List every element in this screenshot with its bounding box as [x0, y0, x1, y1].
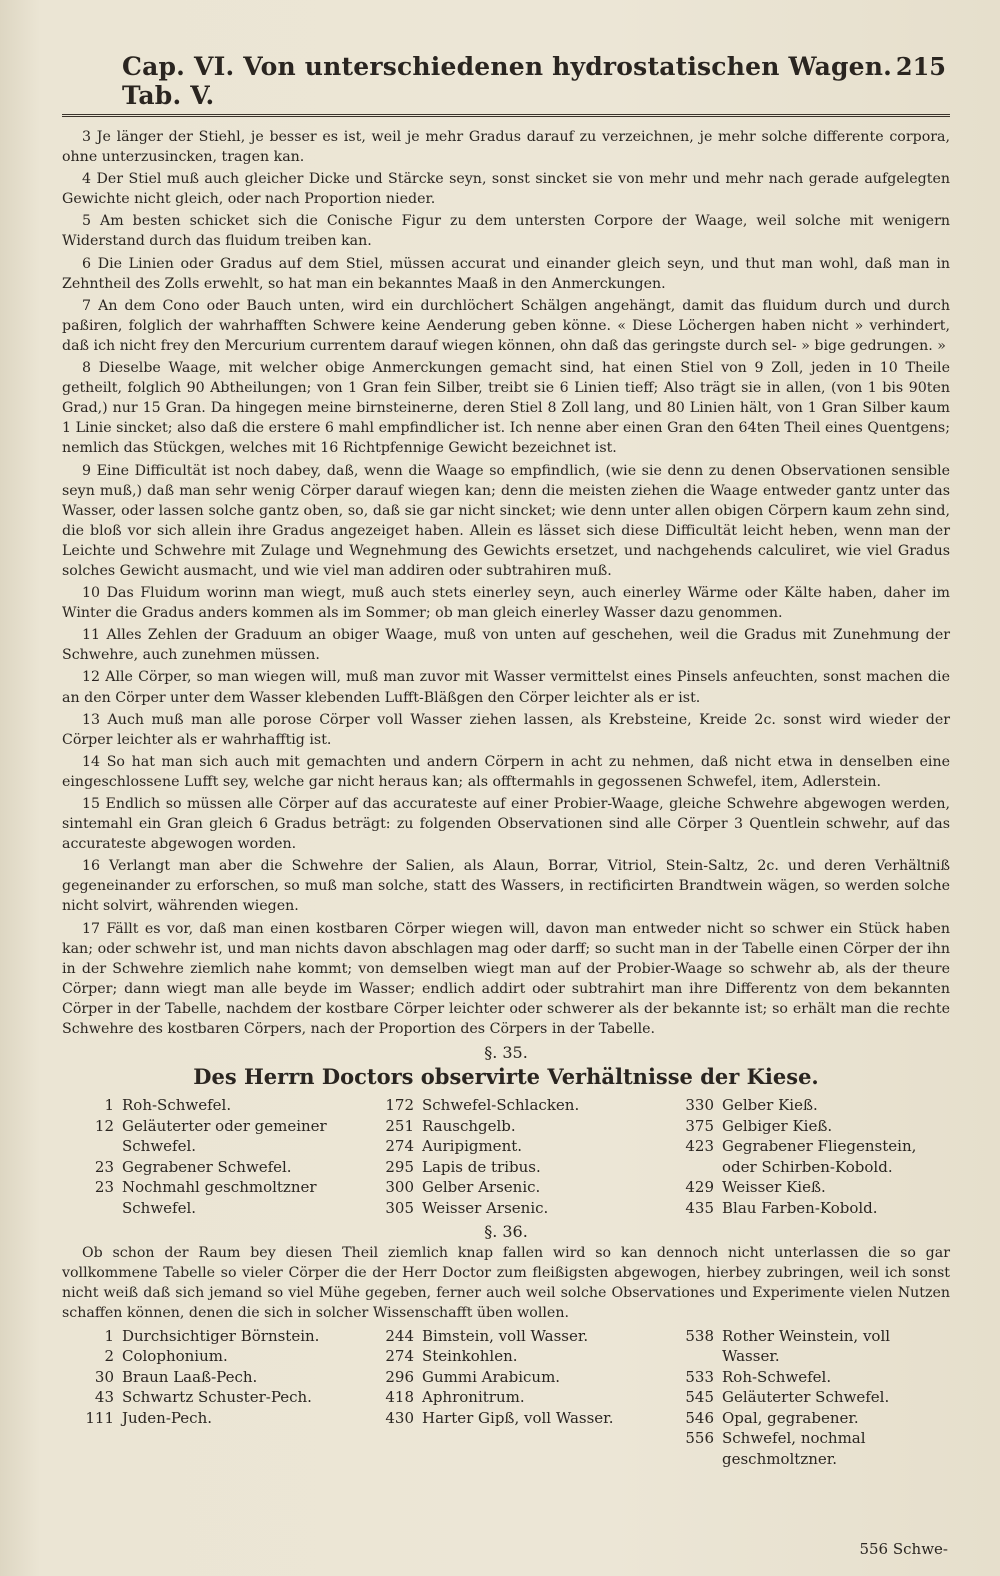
entry-number: 330: [685, 1096, 714, 1115]
paragraph: 3 Je länger der Stiehl, je besser es ist, weil je mehr Gradus darauf zu verzeichnen, je mehr solche differente corpora, ohne unterzusincken, tragen kan.: [62, 129, 950, 166]
table-row: [662, 1095, 950, 1116]
page-title: Cap. VI. Von unterschiedenen hydrostatischen Wagen. Tab. V.: [122, 52, 893, 110]
paragraph: 7 An dem Cono oder Bauch unten, wird ein durchlöchert Schälgen angehängt, damit das fluidum durch und durch paßiren, folglich der wahrhafften Schwere keine Aenderung geben könne. « Diese Löchergen haben nicht » verhindert, daß ich nicht frey den Mercurium currentem darauf wiegen können, ohn daß das geringste durch sel- » bige gedrungen. »: [62, 297, 950, 354]
entry-name: Schwefel, nochmal geschmoltzner.: [722, 1429, 866, 1468]
entry-name: Steinkohlen.: [422, 1347, 518, 1365]
entry-number: 2: [104, 1347, 114, 1365]
entry-name: Auripigment.: [422, 1137, 523, 1156]
entry-number: 172: [385, 1096, 414, 1115]
table-row: [62, 1326, 362, 1347]
entry-name: Gelbiger Kieß.: [722, 1116, 833, 1135]
table-row: [362, 1367, 662, 1388]
entry-number: 30: [94, 1367, 114, 1386]
paragraph: 4 Der Stiel muß auch gleicher Dicke und Stärcke seyn, sonst sincket sie von mehr und mehr nach gerade aufgelegten Gewichte nicht gleich, oder nach Proportion nieder.: [62, 171, 950, 208]
entry-number: 244: [385, 1326, 414, 1345]
entry-number: 274: [385, 1347, 414, 1365]
table-row: [62, 1157, 362, 1178]
entry-number: 274: [385, 1137, 414, 1156]
bodies-column: [62, 1326, 362, 1470]
table-row: [362, 1387, 662, 1408]
paragraph: 17 Fällt es vor, daß man einen kostbaren Cörper wiegen will, davon man entweder nicht so schwer ein Stück haben kan; oder schwehr ist, und man nichts davon abschlagen mag oder darff; so sucht man in der Tabelle einen Cörper der ihn in der Schwehre ziemlich nahe kommt; von demselben wiegt man auf der Probier-Waage so schwehr ab, als der theure Cörper; dann wiegt man alle beyde im Wasser; endlich addirt oder subtrahirt man ihre Differentz von dem bekannten Cörper in der Tabelle, nachdem der kostbare Cörper leichter oder schwerer als der bekannte ist; so erhält man die rechte Schwehre des kostbaren Cörpers, nach der Proportion des Cörpers in der Tabelle.: [62, 920, 950, 1038]
entry-name: Juden-Pech.: [122, 1408, 213, 1427]
entry-name: Roh-Schwefel.: [122, 1096, 232, 1115]
entry-number: 300: [385, 1178, 414, 1197]
table-row: [62, 1367, 362, 1388]
entry-number: 430: [385, 1408, 414, 1427]
page-number: 215: [895, 52, 946, 81]
header-rule: [62, 114, 950, 117]
table-row: [62, 1116, 362, 1157]
entry-number: 538: [685, 1326, 714, 1345]
table-row: [662, 1136, 950, 1177]
catchword: 556 Schwe-: [859, 1540, 948, 1558]
table-row: [662, 1408, 950, 1429]
entry-number: 435: [685, 1198, 714, 1217]
entry-number: 418: [385, 1388, 414, 1406]
entry-number: 12: [94, 1116, 114, 1135]
entry-number: 23: [94, 1178, 114, 1197]
entry-name: Aphronitrum.: [422, 1388, 525, 1406]
bodies-column: [662, 1326, 950, 1470]
entry-name: Gummi Arabicum.: [422, 1367, 561, 1386]
entry-number: 423: [685, 1137, 714, 1156]
entry-name: Gelber Kieß.: [722, 1096, 818, 1115]
running-header: [62, 52, 950, 114]
entry-number: 111: [85, 1408, 114, 1427]
entry-number: 296: [385, 1367, 414, 1386]
entry-name: Schwartz Schuster-Pech.: [122, 1388, 312, 1406]
table-row: [62, 1387, 362, 1408]
paragraph: 5 Am besten schicket sich die Conische Figur zu dem untersten Corpore der Waage, weil solche mit wenigern Widerstand durch das fluidum treiben kan.: [62, 213, 950, 250]
paragraph: 14 So hat man sich auch mit gemachten und andern Cörpern in acht zu nehmen, daß nicht etwa in denselben eine eingeschlossene Lufft sey, welche gar nicht heraus kan; als offtermahls in gegossenen Schwefel, item, Adlerstein.: [62, 753, 950, 790]
paragraph: 6 Die Linien oder Gradus auf dem Stiel, müssen accurat und einander gleich seyn, und thut man wohl, daß man in Zehntheil des Zolls erwehlt, so hat man ein bekanntes Maaß in den Anmerckungen.: [62, 255, 950, 292]
section-36-number: §. 36.: [484, 1222, 528, 1242]
entry-name: Durchsichtiger Börnstein.: [122, 1326, 320, 1345]
entry-name: Nochmahl geschmoltzner Schwefel.: [122, 1178, 317, 1217]
entry-number: 429: [685, 1178, 714, 1197]
paragraph: 15 Endlich so müssen alle Cörper auf das accurateste auf einer Probier-Waage, gleiche Schwehre abgewogen werden, sintemahl ein Gran gleich 6 Gradus beträgt: zu folgenden Observationen sind alle Cörper 3 Quentlein schwehr, auf das accurateste abgewogen worden.: [62, 796, 950, 853]
bodies-table: [62, 1326, 950, 1470]
entry-name: Schwefel-Schlacken.: [422, 1096, 580, 1115]
paragraph: 12 Alle Cörper, so man wiegen will, muß man zuvor mit Wasser vermittelst eines Pinsels anfeuchten, sonst machen die an den Cörper unter dem Wasser klebenden Lufft-Bläßgen den Cörper leichter als er ist.: [62, 669, 950, 706]
entry-name: Braun Laaß-Pech.: [122, 1367, 258, 1386]
entry-number: 1: [104, 1326, 114, 1345]
entry-number: 556: [685, 1429, 714, 1447]
entry-name: Blau Farben-Kobold.: [722, 1198, 878, 1217]
table-row: [362, 1136, 662, 1157]
entry-name: Bimstein, voll Wasser.: [422, 1326, 589, 1345]
table-row: [662, 1428, 950, 1469]
bodies-column: [362, 1326, 662, 1470]
table-row: [662, 1326, 950, 1367]
kiese-column: [362, 1095, 662, 1218]
table-row: [662, 1367, 950, 1388]
paragraph: 10 Das Fluidum worinn man wiegt, muß auch stets einerley seyn, auch einerley Wärme oder Kälte haben, daher im Winter die Gradus anders kommen als im Sommer; ob man gleich einerley Wasser dazu genommen.: [62, 585, 950, 622]
entry-name: Colophonium.: [122, 1347, 228, 1365]
section-35-number: §. 35.: [484, 1043, 528, 1063]
table-row: [362, 1095, 662, 1116]
section-36-text: Ob schon der Raum bey diesen Theil ziemlich knap fallen wird so kan dennoch nicht unterlassen die so gar vollkommene Tabelle so vieler Cörper die der Herr Doctor zum fleißigsten abgewogen, hierbey zubringen, weil ich sonst nicht weiß daß sich jemand so viel Mühe gegeben, ferner auch weil solche Observationes und Experimente vielen Nutzen schaffen können, denen die sich in solcher Wissenschafft üben wollen.: [62, 1245, 950, 1322]
paragraph: 9 Eine Difficultät ist noch dabey, daß, wenn die Waage so empfindlich, (wie sie denn zu denen Observationen sensible seyn muß,) daß man sehr wenig Cörper darauf wiegen kan; denn die meisten ziehen die Waage entweder gantz unter das Wasser, oder lassen solche gantz oben, so, daß sie gar nicht sincket; wie denn unter allen obigen Cörpern kaum zehn sind, die bloß vor sich allein ihre Gradus angezeiget haben. Allein es lässet sich diese Difficultät leicht heben, wenn man der Leichte und Schwehre mit Zulage und Wegnehmung des Gewichts ersetzet, und nachgehends calculiret, wie viel Gradus solches Gewicht ausmacht, und wie viel man addiren oder subtrahiren muß.: [62, 462, 950, 579]
entry-name: Gelber Arsenic.: [422, 1178, 541, 1197]
entry-name: Gegrabener Schwefel.: [122, 1157, 292, 1176]
entry-name: Roh-Schwefel.: [722, 1367, 832, 1386]
table-row: [662, 1387, 950, 1408]
entry-name: Gegrabener Fliegenstein, oder Schirben-Kobold.: [722, 1137, 917, 1176]
entry-number: 295: [385, 1157, 414, 1176]
table-row: [62, 1346, 362, 1367]
table-row: [662, 1116, 950, 1137]
entry-number: 1: [104, 1096, 114, 1115]
entry-name: Lapis de tribus.: [422, 1157, 541, 1176]
paragraph: 11 Alles Zehlen der Graduum an obiger Waage, muß von unten auf geschehen, weil die Gradus mit Zunehmung der Schwehre, auch zunehmen müssen.: [62, 627, 950, 664]
entry-number: 533: [685, 1367, 714, 1386]
entry-name: Opal, gegrabener.: [722, 1408, 859, 1427]
table-row: [362, 1177, 662, 1198]
entry-number: 251: [385, 1116, 414, 1135]
entry-number: 305: [385, 1198, 414, 1217]
entry-name: Weisser Kieß.: [722, 1178, 826, 1197]
table-row: [362, 1116, 662, 1137]
table-row: [62, 1177, 362, 1218]
rules-paragraphs: [62, 127, 950, 1039]
table-row: [362, 1408, 662, 1429]
entry-name: Harter Gipß, voll Wasser.: [422, 1408, 614, 1427]
kiese-table: [62, 1095, 950, 1218]
paragraph: 16 Verlangt man aber die Schwehre der Salien, als Alaun, Borrar, Vitriol, Stein-Saltz, 2c. und deren Verhältniß gegeneinander zu erforschen, so muß man solche, statt des Wassers, in rectificirten Brandtwein wägen, so werden solche nicht solvirt, währenden wiegen.: [62, 858, 950, 915]
paragraph: 13 Auch muß man alle porose Cörper voll Wasser ziehen lassen, als Krebsteine, Kreide 2c. sonst wird wieder der Cörper leichter als er wahrhafftig ist.: [62, 711, 950, 748]
table-row: [62, 1408, 362, 1429]
entry-name: Rother Weinstein, voll Wasser.: [722, 1326, 891, 1365]
table-row: [362, 1326, 662, 1347]
table-row: [362, 1157, 662, 1178]
table-row: [62, 1095, 362, 1116]
entry-name: Weisser Arsenic.: [422, 1198, 549, 1217]
entry-number: 546: [685, 1408, 714, 1427]
entry-name: Geläuterter oder gemeiner Schwefel.: [122, 1116, 327, 1156]
kiese-column: [62, 1095, 362, 1218]
entry-number: 545: [685, 1388, 714, 1406]
entry-number: 375: [685, 1116, 714, 1135]
table-row: [362, 1346, 662, 1367]
kiese-column: [662, 1095, 950, 1218]
table-row: [362, 1198, 662, 1219]
entry-number: 43: [94, 1388, 114, 1406]
paragraph: 8 Dieselbe Waage, mit welcher obige Anmerckungen gemacht sind, hat einen Stiel von 9 Zoll, jeden in 10 Theile getheilt, folglich 90 Abtheilungen; von 1 Gran fein Silber, treibt sie 6 Linien tieff; Also trägt sie in allen, (von 1 bis 90ten Grad,) nur 15 Gran. Da hingegen meine birnsteinerne, deren Stiel 8 Zoll lang, und 80 Linien hält, von 1 Gran Silber kaum 1 Linie sincket; also daß die erstere 6 mahl empfindlicher ist. Ich nenne aber einen Gran den 64ten Theil eines Quentgens; nemlich das Stückgen, welches mit 16 Richtpfennige Gewicht bezeichnet ist.: [62, 360, 950, 457]
section-35-title: Des Herrn Doctors observirte Verhältnisse der Kiese.: [193, 1064, 819, 1090]
entry-name: Geläuterter Schwefel.: [722, 1388, 890, 1406]
table-row: [662, 1198, 950, 1219]
table-row: [662, 1177, 950, 1198]
entry-name: Rauschgelb.: [422, 1116, 516, 1135]
entry-number: 23: [94, 1157, 114, 1176]
